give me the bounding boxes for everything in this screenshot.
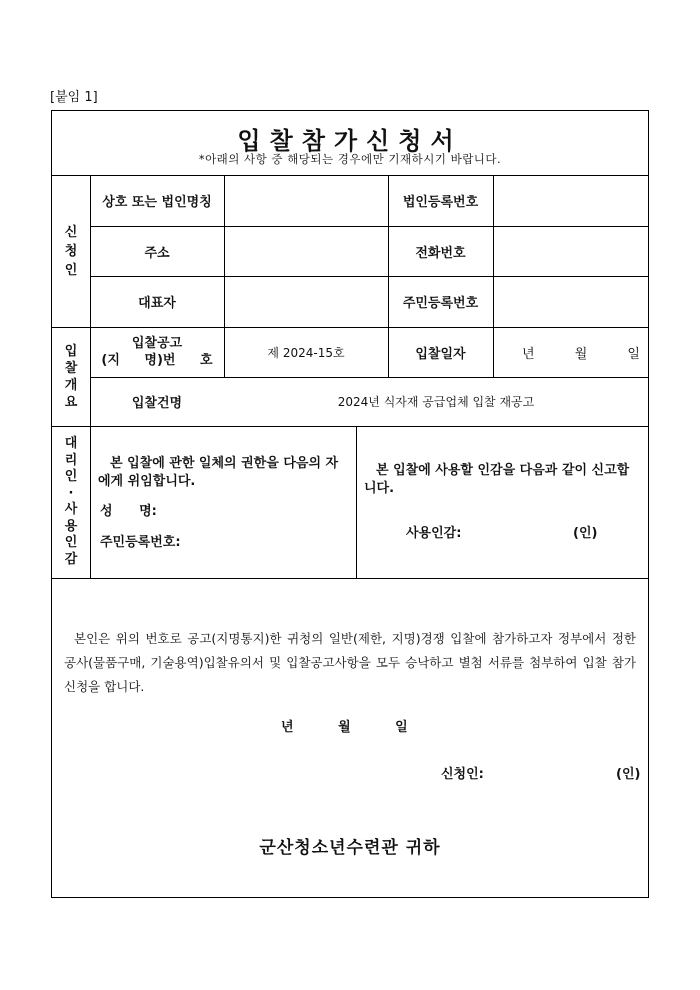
bid-date-label: 입찰일자	[415, 346, 466, 362]
form-subtitle: *아래의 사항 중 해당되는 경우에만 기재하시기 바랍니다.	[198, 152, 502, 166]
delegation-text: 본 입찰에 관한 일체의 권한을 다음의 자에게 위임합니다.	[98, 456, 339, 489]
resident-no-label: 주민등록번호	[402, 296, 479, 311]
bid-application-form	[51, 110, 649, 898]
notice-no-label: 입찰공고 (지 명)번 호	[101, 336, 213, 368]
form-title: 입찰참가신청서	[237, 127, 463, 155]
attachment-label: [붙임 1]	[50, 90, 98, 105]
company-name-field[interactable]	[224, 175, 388, 226]
representative-field[interactable]	[224, 276, 388, 327]
seal-declaration-text: 본 입찰에 사용할 인감을 다음과 같이 신고합니다.	[364, 463, 630, 496]
bid-name-label: 입찰건명	[131, 396, 183, 411]
company-name-label: 상호 또는 법인명칭	[102, 195, 212, 210]
representative-label: 대표자	[138, 296, 176, 311]
applicant-section-label: 신 청 인	[64, 224, 78, 278]
corp-reg-no-field[interactable]	[493, 175, 648, 226]
bid-overview-section-label: 입 찰 개 요	[64, 343, 78, 410]
applicant-signature-label: 신청인:	[441, 767, 484, 782]
seal-mark: (인)	[573, 526, 598, 541]
divider	[356, 426, 357, 578]
addressee: 군산청소년수련관 귀하	[259, 838, 441, 858]
agent-name-label: 성 명:	[100, 504, 157, 519]
divider	[52, 426, 648, 427]
bid-date-value[interactable]: 년 월 일	[522, 346, 640, 362]
phone-label: 전화번호	[415, 245, 466, 261]
agent-seal-section-label: 대 리 인 · 사 용 인 감	[64, 436, 78, 567]
divider	[52, 578, 648, 579]
declaration-date-line[interactable]: 년 월 일	[281, 720, 408, 735]
address-field[interactable]	[224, 226, 388, 276]
phone-field[interactable]	[493, 226, 648, 276]
agent-resident-no-label: 주민등록번호:	[100, 535, 181, 550]
seal-label: 사용인감:	[406, 526, 462, 541]
address-label: 주소	[144, 245, 170, 261]
corp-reg-no-label: 법인등록번호	[402, 195, 479, 210]
bid-name-value: 2024년 식자재 공급업체 입찰 재공고	[337, 395, 535, 409]
declaration-body: 본인은 위의 번호로 공고(지명통지)한 귀청의 일반(제한, 지명)경쟁 입찰에 참가하고자 정부에서 정한 공사(물품구매, 기술용역)입찰유의서 및 입찰공고사항을 모두 승낙하고 별첨 서류를 첨부하여 입찰 참가신청을 합니다.	[64, 631, 636, 694]
applicant-seal-mark: (인)	[616, 767, 641, 782]
notice-no-value: 제 2024-15호	[267, 345, 345, 360]
resident-no-field[interactable]	[493, 276, 648, 327]
